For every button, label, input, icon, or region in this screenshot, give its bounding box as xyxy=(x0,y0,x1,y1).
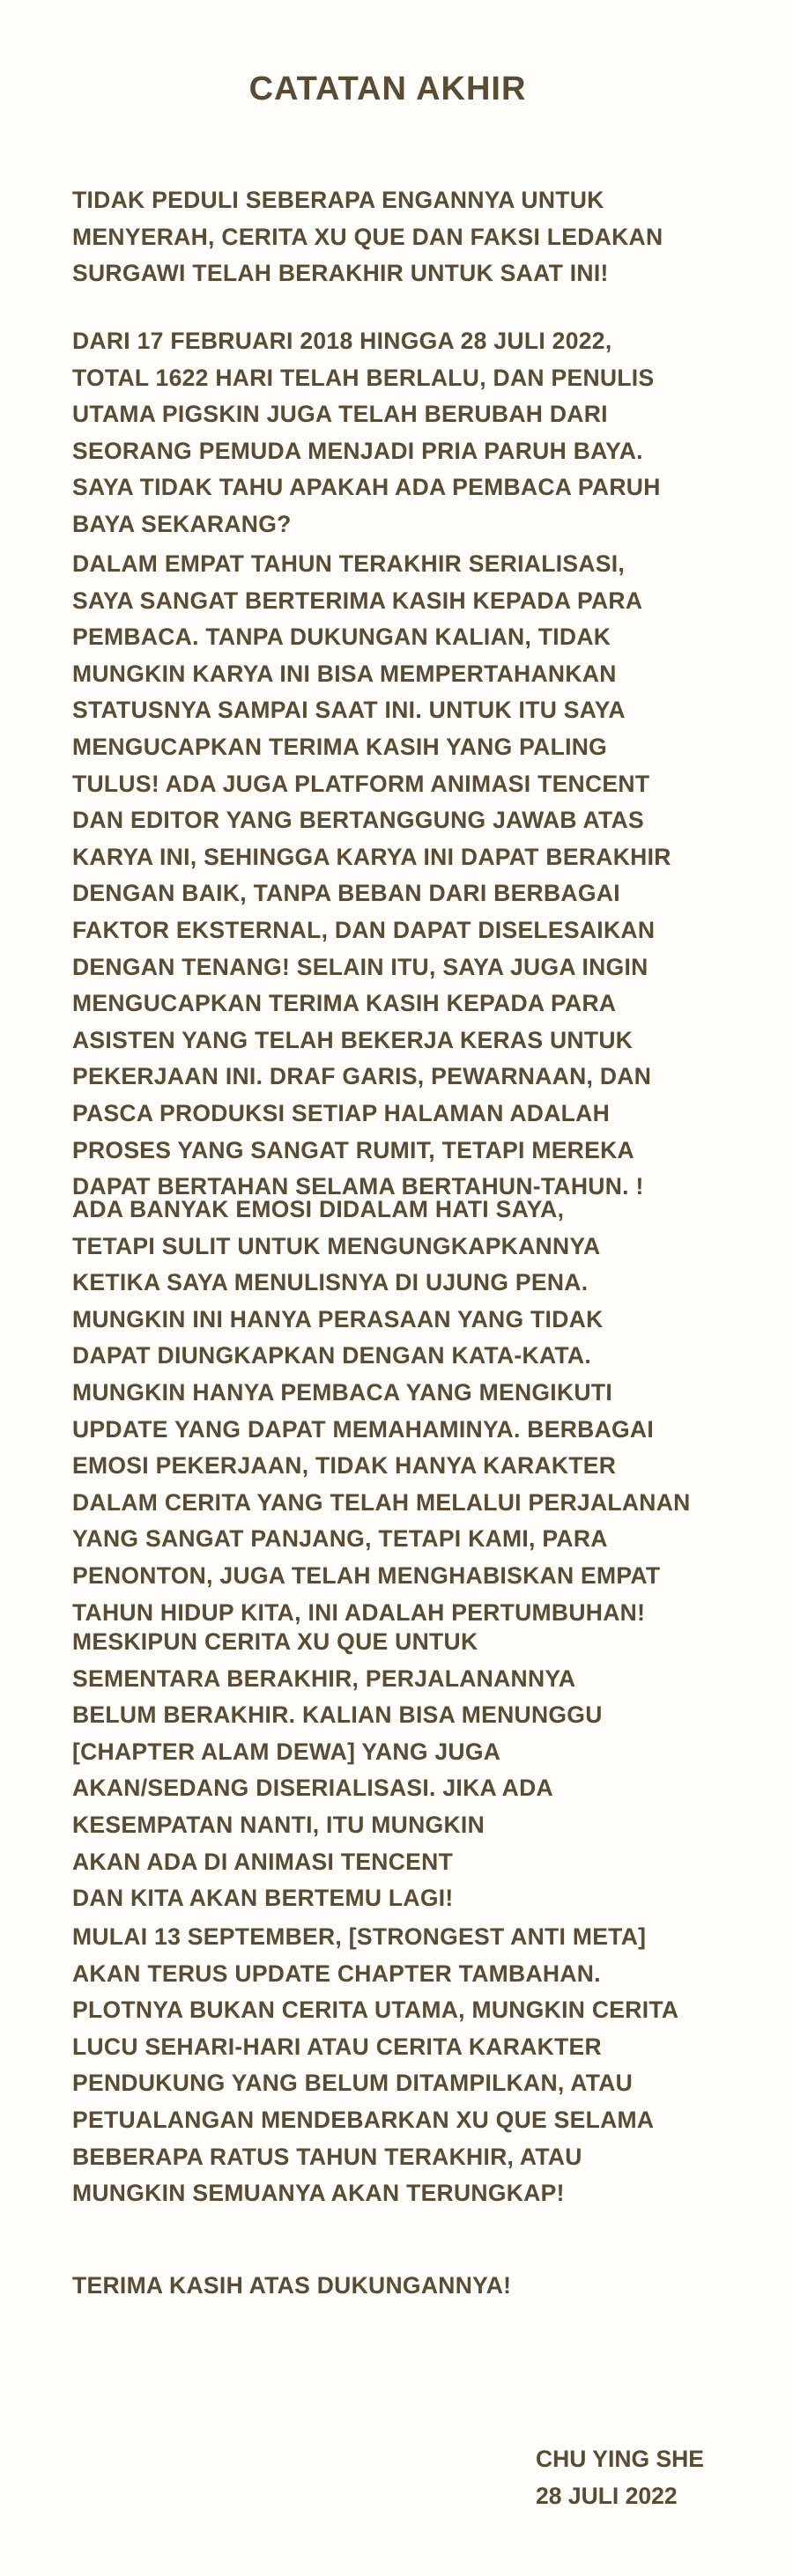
text-line: PLOTNYA BUKAN CERITA UTAMA, MUNGKIN CERITA xyxy=(72,1997,679,2024)
text-line: YANG SANGAT PANJANG, TETAPI KAMI, PARA xyxy=(72,1525,608,1553)
text-line: SAYA SANGAT BERTERIMA KASIH KEPADA PARA xyxy=(72,587,643,614)
text-line: PEMBACA. TANPA DUKUNGAN KALIAN, TIDAK xyxy=(72,624,611,651)
text-line: DAPAT DIUNGKAPKAN DENGAN KATA-KATA. xyxy=(72,1342,592,1369)
signature xyxy=(536,2441,704,2514)
text-line: EMOSI PEKERJAAN, TIDAK HANYA KARAKTER xyxy=(72,1452,617,1480)
signature-name: CHU YING SHE xyxy=(536,2446,704,2472)
text-line: ASISTEN YANG TELAH BEKERJA KERAS UNTUK xyxy=(72,1026,634,1053)
text-line: FAKTOR EKSTERNAL, DAN DAPAT DISELESAIKAN xyxy=(72,916,656,943)
text-line: BEBERAPA RATUS TAHUN TERAKHIR, ATAU xyxy=(72,2143,582,2170)
paragraph-emotions xyxy=(72,1192,691,1631)
text-line: PROSES YANG SANGAT RUMIT, TETAPI MEREKA xyxy=(72,1136,634,1163)
text-line: PENONTON, JUGA TELAH MENGHABISKAN EMPAT xyxy=(72,1561,661,1589)
text-line: TAHUN HIDUP KITA, INI ADALAH PERTUMBUHAN! xyxy=(72,1598,646,1626)
text-line: MENYERAH, CERITA XU QUE DAN FAKSI LEDAKAN xyxy=(72,223,663,250)
text-line: PASCA PRODUKSI SETIAP HALAMAN ADALAH xyxy=(72,1099,611,1126)
text-line: BAYA SEKARANG? xyxy=(72,510,292,537)
text-line: MENGUCAPKAN TERIMA KASIH KEPADA PARA xyxy=(72,990,617,1017)
text-line: MUNGKIN KARYA INI BISA MEMPERTAHANKAN xyxy=(72,660,617,687)
text-line: MUNGKIN HANYA PEMBACA YANG MENGIKUTI xyxy=(72,1378,612,1406)
text-line: SEORANG PEMUDA MENJADI PRIA PARUH BAYA. xyxy=(72,437,643,464)
text-line: PENDUKUNG YANG BELUM DITAMPILKAN, ATAU xyxy=(72,2070,634,2097)
text-line: PETUALANGAN MENDEBARKAN XU QUE SELAMA xyxy=(72,2106,655,2133)
signature-date: 28 JULI 2022 xyxy=(536,2482,678,2509)
paragraph-intro xyxy=(72,182,663,292)
text-line: SAYA TIDAK TAHU APAKAH ADA PEMBACA PARUH xyxy=(72,474,661,501)
paragraph-closing xyxy=(72,2268,511,2305)
paragraph-thanks-readers xyxy=(72,546,671,1206)
text-line: AKAN ADA DI ANIMASI TENCENT xyxy=(72,1848,454,1875)
text-line: TETAPI SULIT UNTUK MENGUNGKAPKANNYA xyxy=(72,1232,601,1259)
text-line: LUCU SEHARI-HARI ATAU CERITA KARAKTER xyxy=(72,2033,602,2060)
paragraph-dates xyxy=(72,323,661,543)
text-line: DAN KITA AKAN BERTEMU LAGI! xyxy=(72,1885,454,1912)
text-line: MUNGKIN SEMUANYA AKAN TERUNGKAP! xyxy=(72,2180,565,2207)
text-line: TOTAL 1622 HARI TELAH BERLALU, DAN PENULIS xyxy=(72,364,655,391)
text-line: STATUSNYA SAMPAI SAAT INI. UNTUK ITU SAYA xyxy=(72,697,626,724)
text-line: DAPAT BERTAHAN SELAMA BERTAHUN-TAHUN. ! xyxy=(72,1173,644,1200)
text-line: DENGAN TENANG! SELAIN ITU, SAYA JUGA INGIN xyxy=(72,953,648,980)
text-line: PEKERJAAN INI. DRAF GARIS, PEWARNAAN, DAN xyxy=(72,1063,652,1090)
text-line: ADA BANYAK EMOSI DIDALAM HATI SAYA, xyxy=(72,1196,565,1222)
text-line: DENGAN BAIK, TANPA BEBAN DARI BERBAGAI xyxy=(72,880,620,907)
text-line: [CHAPTER ALAM DEWA] YANG JUGA xyxy=(72,1738,501,1765)
text-line: DALAM EMPAT TAHUN TERAKHIR SERIALISASI, xyxy=(72,550,626,577)
text-line: SEMENTARA BERAKHIR, PERJALANANNYA xyxy=(72,1664,576,1692)
text-line: AKAN TERUS UPDATE CHAPTER TAMBAHAN. xyxy=(72,1960,601,1987)
text-line: KETIKA SAYA MENULISNYA DI UJUNG PENA. xyxy=(72,1269,589,1296)
text-line: UPDATE YANG DAPAT MEMAHAMINYA. BERBAGAI xyxy=(72,1415,655,1443)
text-line: MESKIPUN CERITA XU QUE UNTUK xyxy=(72,1628,478,1655)
text-line: TIDAK PEDULI SEBERAPA ENGANNYA UNTUK xyxy=(72,187,604,213)
paragraph-future xyxy=(72,1624,603,1917)
text-line: DARI 17 FEBRUARI 2018 HINGGA 28 JULI 2022, xyxy=(72,328,612,354)
text-line: MENGUCAPKAN TERIMA KASIH YANG PALING xyxy=(72,733,608,760)
text-line: MULAI 13 SEPTEMBER, [STRONGEST ANTI META] xyxy=(72,1923,647,1950)
text-line: UTAMA PIGSKIN JUGA TELAH BERUBAH DARI xyxy=(72,401,608,428)
text-line: SURGAWI TELAH BERAKHIR UNTUK SAAT INI! xyxy=(72,260,609,287)
text-line: DALAM CERITA YANG TELAH MELALUI PERJALANAN xyxy=(72,1488,691,1516)
text-line: BELUM BERAKHIR. KALIAN BISA MENUNGGU xyxy=(72,1701,603,1729)
text-line: DAN EDITOR YANG BERTANGGUNG JAWAB ATAS xyxy=(72,807,644,834)
text-line: TERIMA KASIH ATAS DUKUNGANNYA! xyxy=(72,2272,512,2299)
text-line: TULUS! ADA JUGA PLATFORM ANIMASI TENCENT xyxy=(72,770,650,797)
text-line: AKAN/SEDANG DISERIALISASI. JIKA ADA xyxy=(72,1775,553,1802)
text-line: MUNGKIN INI HANYA PERASAAN YANG TIDAK xyxy=(72,1305,604,1332)
page-title: CATATAN AKHIR xyxy=(248,70,527,107)
text-line: KARYA INI, SEHINGGA KARYA INI DAPAT BERAKHIR xyxy=(72,843,671,870)
paragraph-extra-chapters xyxy=(72,1919,678,2212)
text-line: KESEMPATAN NANTI, ITU MUNGKIN xyxy=(72,1811,485,1838)
